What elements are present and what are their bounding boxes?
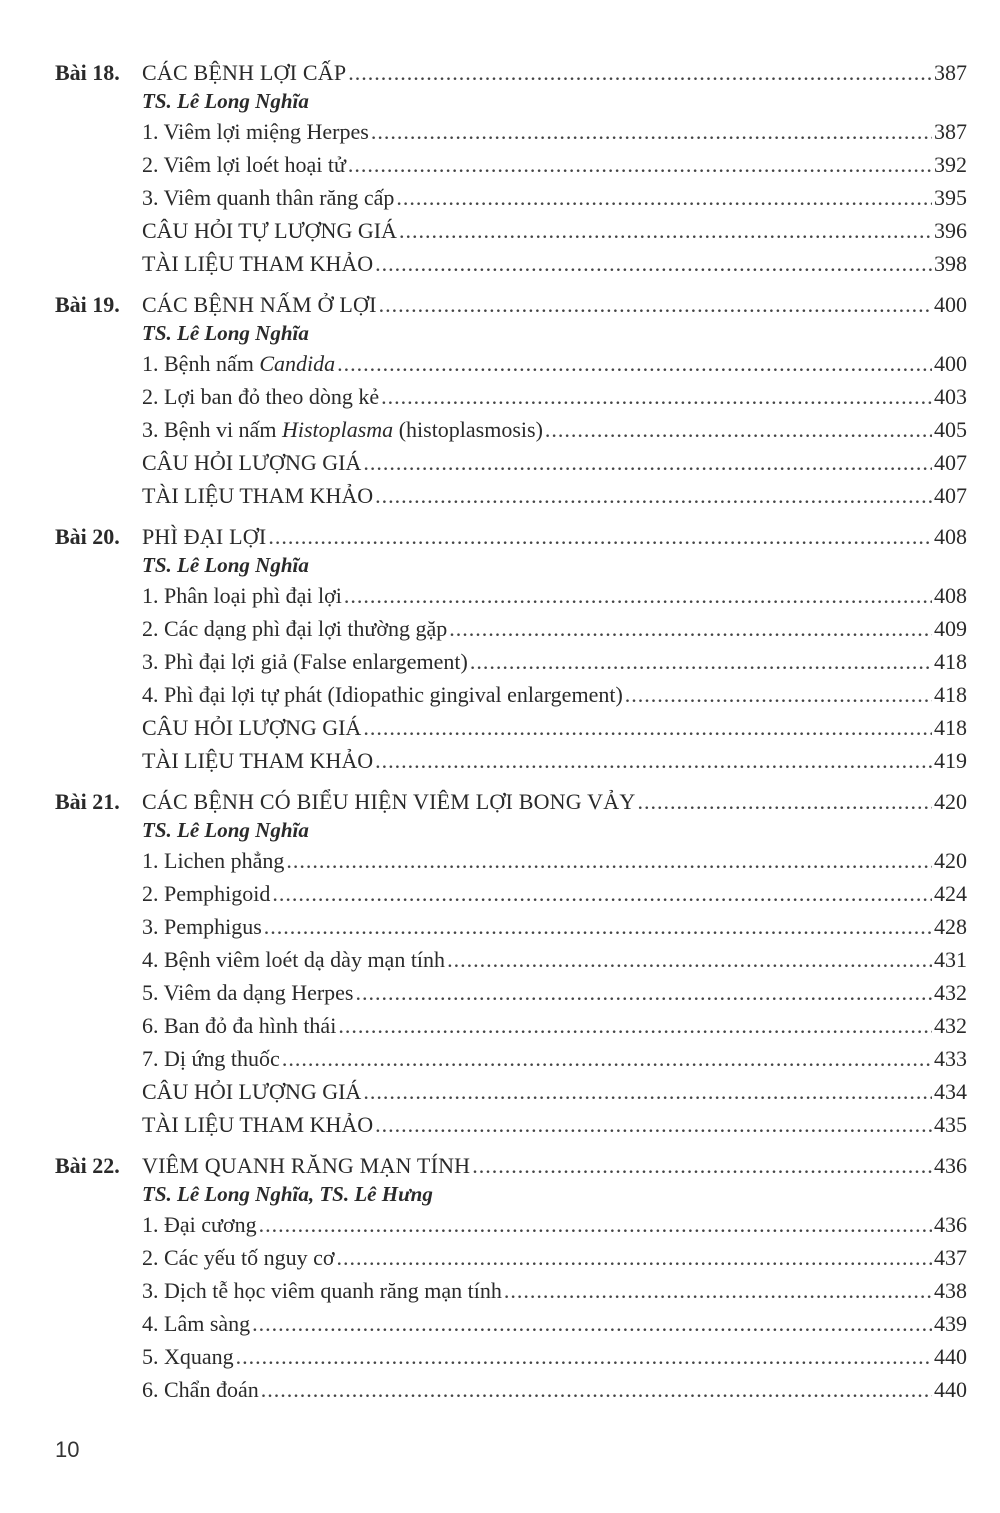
item-label <box>142 450 361 476</box>
item-label <box>142 1311 250 1337</box>
item-label-text: 4. Lâm sàng <box>142 1311 251 1336</box>
toc-item-row <box>55 185 967 218</box>
page-ref: 437 <box>934 1245 967 1270</box>
item-label-text: 2. Pemphigoid <box>142 881 271 906</box>
page-ref: 435 <box>934 1112 967 1137</box>
toc-lesson-row <box>55 292 967 321</box>
page-ref: 407 <box>934 450 967 475</box>
dot-leader <box>264 914 932 940</box>
page-ref: 408 <box>934 524 967 549</box>
item-label <box>142 185 394 211</box>
table-of-contents <box>55 60 967 1418</box>
item-label <box>142 351 335 377</box>
dot-leader <box>625 682 932 708</box>
page-ref: 387 <box>934 60 967 85</box>
toc-item-row <box>55 881 967 914</box>
item-label-text: 1. Đại cương <box>142 1212 257 1237</box>
toc-item-row <box>55 1377 967 1410</box>
lesson-author: TS. Lê Long Nghĩa <box>142 818 309 842</box>
item-label-text: 6. Chẩn đoán <box>142 1377 259 1402</box>
lesson-title: CÁC BỆNH CÓ BIỂU HIỆN VIÊM LỢI BONG VẢY <box>142 789 636 814</box>
item-label <box>142 682 623 708</box>
item-label-text: 4. Phì đại lợi tự phát (Idiopathic gingival enlargement) <box>142 682 623 707</box>
item-label <box>142 715 361 741</box>
item-label-text: 3. Pemphigus <box>142 914 262 939</box>
lesson-title: CÁC BỆNH LỢI CẤP <box>142 60 347 85</box>
toc-item-row <box>55 351 967 384</box>
dot-leader <box>282 1046 932 1072</box>
item-label <box>142 748 373 774</box>
dot-leader <box>375 483 932 509</box>
item-label-text: CÂU HỎI LƯỢNG GIÁ <box>142 1079 362 1104</box>
toc-lesson-row <box>55 789 967 818</box>
item-label-text: TÀI LIỆU THAM KHẢO <box>142 251 374 276</box>
toc-item-row <box>55 914 967 947</box>
page-ref: 432 <box>934 980 967 1005</box>
toc-item-row <box>55 649 967 682</box>
dot-leader <box>363 715 932 741</box>
dot-leader <box>447 947 932 973</box>
item-label <box>142 483 373 509</box>
lesson-number: Bài 21. <box>55 789 120 814</box>
item-label-text: 3. Viêm quanh thân răng cấp <box>142 185 395 210</box>
dot-leader <box>449 616 932 642</box>
item-label-text: CÂU HỎI LƯỢNG GIÁ <box>142 450 362 475</box>
toc-item-row <box>55 483 967 516</box>
page-ref: 434 <box>934 1079 967 1104</box>
page-ref: 408 <box>934 583 967 608</box>
lesson-author: TS. Lê Long Nghĩa <box>142 321 309 345</box>
dot-leader <box>375 1112 932 1138</box>
page-ref: 420 <box>934 848 967 873</box>
item-label <box>142 1278 502 1304</box>
dot-leader <box>637 789 932 815</box>
page-ref: 432 <box>934 1013 967 1038</box>
dot-leader <box>379 292 932 318</box>
item-label-text: CÂU HỎI TỰ LƯỢNG GIÁ <box>142 218 397 243</box>
page-ref: 431 <box>934 947 967 972</box>
dot-leader <box>545 417 932 443</box>
lesson-number: Bài 22. <box>55 1153 120 1178</box>
item-label-italic: Candida <box>259 351 336 376</box>
item-label <box>142 119 369 145</box>
toc-item-row <box>55 218 967 251</box>
dot-leader <box>236 1344 932 1370</box>
page-ref: 418 <box>934 649 967 674</box>
page-ref: 392 <box>934 152 967 177</box>
item-label-text: TÀI LIỆU THAM KHẢO <box>142 483 374 508</box>
toc-item-row <box>55 152 967 185</box>
item-label <box>142 649 468 675</box>
item-label-text: 4. Bệnh viêm loét dạ dày mạn tính <box>142 947 446 972</box>
lesson-author: TS. Lê Long Nghĩa <box>142 553 309 577</box>
item-label <box>142 1212 257 1238</box>
toc-item-row <box>55 1013 967 1046</box>
toc-item-row <box>55 1112 967 1145</box>
dot-leader <box>336 1245 932 1271</box>
dot-leader <box>381 384 932 410</box>
item-label-text: 1. Viêm lợi miệng Herpes <box>142 119 369 144</box>
toc-item-row <box>55 616 967 649</box>
dot-leader <box>272 881 932 907</box>
dot-leader <box>261 1377 932 1403</box>
item-label <box>142 881 270 907</box>
dot-leader <box>396 185 932 211</box>
item-label <box>142 1079 361 1105</box>
page-ref: 433 <box>934 1046 967 1071</box>
dot-leader <box>286 848 932 874</box>
item-label-text: 3. Dịch tễ học viêm quanh răng mạn tính <box>142 1278 502 1303</box>
dot-leader <box>375 251 932 277</box>
toc-lesson-group <box>55 1153 967 1410</box>
page-ref: 420 <box>934 789 967 814</box>
item-label-text: 3. Bệnh vi nấm <box>142 417 282 442</box>
page-ref: 418 <box>934 682 967 707</box>
item-label-text: 1. Phân loại phì đại lợi <box>142 583 342 608</box>
item-label <box>142 1112 373 1138</box>
item-label <box>142 947 445 973</box>
toc-item-row <box>55 1046 967 1079</box>
dot-leader <box>268 524 932 550</box>
item-label <box>142 1046 280 1072</box>
toc-item-row <box>55 1245 967 1278</box>
toc-item-row <box>55 748 967 781</box>
dot-leader <box>348 60 932 86</box>
item-label <box>142 218 397 244</box>
toc-lesson-group <box>55 789 967 1145</box>
lesson-title: PHÌ ĐẠI LỢI <box>142 524 267 549</box>
dot-leader <box>344 583 932 609</box>
item-label-text: TÀI LIỆU THAM KHẢO <box>142 1112 374 1137</box>
dot-leader <box>399 218 932 244</box>
page-ref: 398 <box>934 251 967 276</box>
page-ref: 418 <box>934 715 967 740</box>
dot-leader <box>504 1278 932 1304</box>
toc-item-row <box>55 251 967 284</box>
toc-item-row <box>55 450 967 483</box>
item-label-suffix: (histoplasmosis) <box>393 417 543 442</box>
dot-leader <box>252 1311 932 1337</box>
item-label-text: 2. Các dạng phì đại lợi thường gặp <box>142 616 448 641</box>
item-label-text: 2. Viêm lợi loét hoại tử <box>142 152 346 177</box>
toc-lesson-group <box>55 292 967 516</box>
page-ref: 387 <box>934 119 967 144</box>
item-label <box>142 251 373 277</box>
toc-lesson-group <box>55 524 967 781</box>
item-label <box>142 1245 334 1271</box>
toc-item-row <box>55 947 967 980</box>
toc-item-row <box>55 384 967 417</box>
item-label <box>142 848 284 874</box>
toc-item-row <box>55 980 967 1013</box>
toc-item-row <box>55 1079 967 1112</box>
item-label-text: 5. Xquang <box>142 1344 234 1369</box>
page-ref: 403 <box>934 384 967 409</box>
toc-lesson-row <box>55 1153 967 1182</box>
item-label-text: CÂU HỎI LƯỢNG GIÁ <box>142 715 362 740</box>
page-ref: 436 <box>934 1153 967 1178</box>
item-label <box>142 980 354 1006</box>
item-label-text: 1. Lichen phẳng <box>142 848 285 873</box>
lesson-title: CÁC BỆNH NẤM Ở LỢI <box>142 292 377 317</box>
item-label-text: TÀI LIỆU THAM KHẢO <box>142 748 374 773</box>
item-label <box>142 417 543 443</box>
item-label-text: 7. Dị ứng thuốc <box>142 1046 280 1071</box>
lesson-number: Bài 19. <box>55 292 120 317</box>
dot-leader <box>472 1153 932 1179</box>
page-ref: 440 <box>934 1377 967 1402</box>
dot-leader <box>348 152 932 178</box>
toc-item-row <box>55 1278 967 1311</box>
page-ref: 439 <box>934 1311 967 1336</box>
item-label <box>142 1344 234 1370</box>
item-label-text: 6. Ban đỏ đa hình thái <box>142 1013 337 1038</box>
page-ref: 400 <box>934 351 967 376</box>
toc-item-row <box>55 715 967 748</box>
toc-item-row <box>55 848 967 881</box>
toc-lesson-row <box>55 524 967 553</box>
page-ref: 428 <box>934 914 967 939</box>
item-label <box>142 384 379 410</box>
dot-leader <box>356 980 933 1006</box>
dot-leader <box>363 450 932 476</box>
toc-lesson-group <box>55 60 967 284</box>
page-ref: 436 <box>934 1212 967 1237</box>
dot-leader <box>259 1212 932 1238</box>
page-number: 10 <box>55 1437 80 1462</box>
dot-leader <box>371 119 932 145</box>
page-ref: 395 <box>934 185 967 210</box>
item-label-italic: Histoplasma <box>281 417 394 442</box>
page-ref: 438 <box>934 1278 967 1303</box>
item-label-text: 1. Bệnh nấm <box>142 351 260 376</box>
lesson-author: TS. Lê Long Nghĩa <box>142 89 309 113</box>
item-label <box>142 152 346 178</box>
dot-leader <box>337 351 932 377</box>
item-label <box>142 616 447 642</box>
toc-item-row <box>55 417 967 450</box>
lesson-author: TS. Lê Long Nghĩa, TS. Lê Hưng <box>142 1182 433 1206</box>
page-ref: 409 <box>934 616 967 641</box>
item-label <box>142 583 342 609</box>
toc-lesson-row <box>55 60 967 89</box>
dot-leader <box>363 1079 932 1105</box>
item-label-text: 3. Phì đại lợi giả (False enlargement) <box>142 649 468 674</box>
page-ref: 440 <box>934 1344 967 1369</box>
toc-item-row <box>55 682 967 715</box>
item-label <box>142 914 262 940</box>
item-label <box>142 1377 259 1403</box>
dot-leader <box>338 1013 932 1039</box>
item-label <box>142 1013 336 1039</box>
lesson-number: Bài 20. <box>55 524 120 549</box>
dot-leader <box>375 748 932 774</box>
toc-item-row <box>55 1311 967 1344</box>
toc-item-row <box>55 583 967 616</box>
page-ref: 400 <box>934 292 967 317</box>
page-ref: 407 <box>934 483 967 508</box>
item-label-text: 2. Lợi ban đỏ theo dòng kẻ <box>142 384 380 409</box>
page-ref: 405 <box>934 417 967 442</box>
toc-item-row <box>55 119 967 152</box>
lesson-title: VIÊM QUANH RĂNG MẠN TÍNH <box>142 1153 471 1178</box>
toc-item-row <box>55 1344 967 1377</box>
dot-leader <box>470 649 932 675</box>
item-label-text: 5. Viêm da dạng Herpes <box>142 980 354 1005</box>
lesson-number: Bài 18. <box>55 60 120 85</box>
page-ref: 419 <box>934 748 967 773</box>
page-ref: 396 <box>934 218 967 243</box>
page-ref: 424 <box>934 881 967 906</box>
toc-item-row <box>55 1212 967 1245</box>
item-label-text: 2. Các yếu tố nguy cơ <box>142 1245 335 1270</box>
